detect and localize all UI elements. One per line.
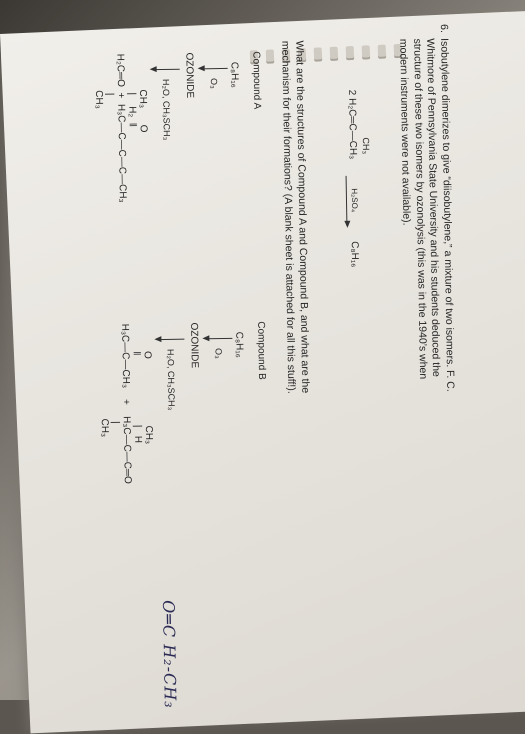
workup-reagent: H₂O, CH₃SCH₃	[161, 78, 173, 141]
workup-arrow	[150, 69, 182, 202]
sub-question-line: What are the structures of Compound A and Compound B, and what are the	[293, 40, 312, 394]
ozone-reagent: O₃	[213, 348, 224, 359]
dimerization-reaction	[345, 89, 372, 268]
ozonide-label: OZONIDE	[188, 322, 200, 369]
compound-b-formula: C₈H₁₆	[233, 331, 246, 358]
ozone-reagent: O₃	[208, 78, 220, 89]
question-line: Isobutylene dimerizes to give “diisobutylene,” a mixture of two isomers. F. C.	[438, 37, 457, 392]
reactant-branch: CH₃	[361, 137, 372, 155]
workup-reagent: H₂O, CH₃SCH₃	[166, 348, 178, 411]
workup-arrow	[155, 339, 188, 484]
compound-a-column	[93, 51, 265, 203]
catalyst-label: H₂SO₄	[349, 188, 360, 213]
ozone-arrow	[202, 338, 235, 483]
worksheet-content	[30, 24, 461, 675]
reactant-structure	[346, 89, 372, 160]
handwritten-note: O═C H₂-CH₃	[159, 600, 180, 709]
question-line: structure of these two isomers by ozonolysis (this was in the 1940’s when	[411, 38, 430, 380]
ozonide-label: OZONIDE	[183, 52, 196, 99]
compound-b-products: O CH₃ ‖ | H H₃C—C—CH₃ + H₃C—C—C═O | CH₃	[97, 323, 155, 484]
ozone-arrow	[198, 68, 230, 201]
question-number: 6.	[437, 24, 451, 33]
question-line: modern instruments were not available).	[397, 38, 413, 226]
question-line: Whitmore of Pennsylvania State University and his students deduced the	[424, 38, 443, 377]
dimer-product: C₈H₁₆	[348, 241, 361, 268]
reaction-arrow	[346, 175, 361, 225]
reactant-formula: 2 H₂C═C—CH₃	[346, 89, 359, 160]
compound-a-label: Compound A	[250, 51, 263, 110]
sub-question-block	[278, 41, 315, 621]
compound-b-column	[98, 321, 270, 484]
compound-a-formula: C₈H₁₆	[229, 61, 241, 88]
sub-question-line: mechanism for their formations? (A blank sheet is attached for all this stuff!).	[279, 40, 298, 394]
compound-b-label: Compound B	[255, 321, 268, 380]
question-block	[396, 24, 460, 599]
compound-a-products: CH₃ O | H₂ ‖ H₂C═O + H₃C—C—C—C—CH₃ | CH₃	[92, 53, 150, 203]
